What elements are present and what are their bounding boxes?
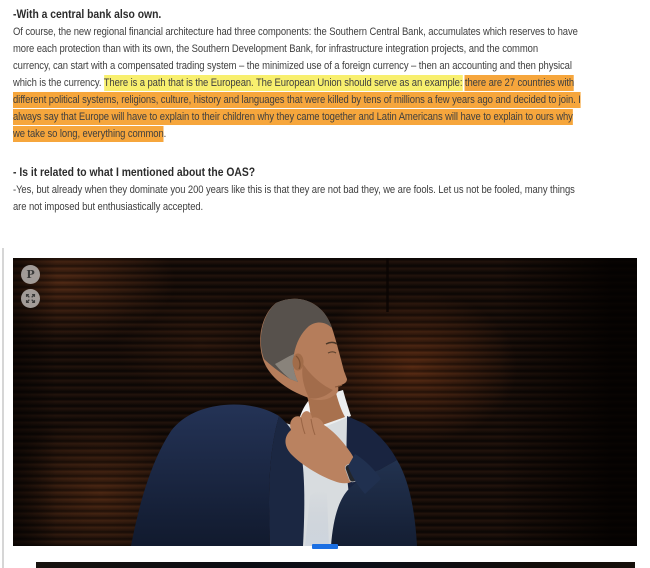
text-segment: are not imposed but enthusiastically accepted. [13,201,204,213]
highlighted-text-segment: different political systems, religions, culture, history and languages that were killed by tens of millions a few years ago and decided to join. I [13,94,581,106]
highlighted-text-segment: always say that Europe will have to explain to their children why they came together and Latin Americans will have to explain to ours why [13,111,573,123]
text-line [13,109,573,126]
text-line [13,58,572,75]
photo-illustration [13,258,637,546]
answer-paragraph-1 [13,24,637,143]
expand-icon [25,293,36,304]
text-segment: Of course, the new regional financial architecture had three components: the Southern Central Bank, accumulates which reserves to have [13,26,578,38]
text-segment: more each protection than with its own, the Southern Development Bank, for infrastructure integration projects, and the common [13,43,539,55]
next-photo-top-edge [36,562,635,568]
text-line [13,41,550,58]
pinterest-share-button[interactable] [21,265,40,284]
text-segment: -Yes, but already when they dominate you 200 years like this is that they are not bad they, we are fools. Let us not be fooled, many things [13,184,575,196]
text-line [13,92,581,109]
question-heading-2: - Is it related to what I mentioned about the OAS? [13,167,256,179]
text-line [13,182,575,199]
article-photo [13,258,637,546]
left-border-line [2,248,4,568]
text-line [13,126,550,143]
interview-text [13,7,637,216]
answer-paragraph-2 [13,182,637,216]
highlighted-text-segment: There is a path that is the European. The European Union should serve as an example: [103,77,463,89]
question-heading-1: -With a central bank also own. [13,9,162,21]
expand-image-button[interactable] [21,289,40,308]
text-segment: currency, can start with a compensated trading system – the minimized use of a foreign currency – then an accounting and then physical [13,60,572,72]
text-line [13,199,550,216]
pinterest-icon: P [26,268,35,281]
carousel-indicator[interactable] [312,544,338,549]
text-line [13,24,578,41]
text-segment: which is the currency. [13,77,104,89]
highlighted-text-segment: we take so long, everything common [13,128,164,140]
text-segment: . [163,128,167,140]
text-line [13,75,575,92]
highlighted-text-segment: there are 27 countries with [464,77,575,89]
